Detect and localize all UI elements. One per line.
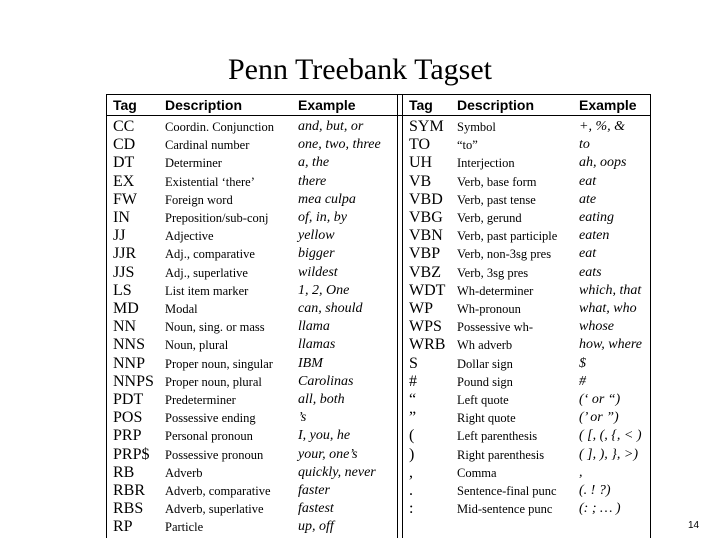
table-row bbox=[107, 191, 652, 209]
example-cell: whose bbox=[579, 319, 614, 335]
tag-cell: . bbox=[409, 482, 413, 499]
header-rule bbox=[107, 115, 650, 116]
tag-cell: JJS bbox=[113, 263, 135, 281]
description-cell: Dollar sign bbox=[457, 356, 513, 371]
table-row bbox=[107, 391, 652, 409]
description-cell: Proper noun, singular bbox=[165, 356, 273, 371]
example-cell: , bbox=[579, 464, 583, 480]
description-cell: Mid-sentence punc bbox=[457, 502, 553, 517]
example-cell: what, who bbox=[579, 301, 637, 316]
tag-cell: ) bbox=[409, 445, 415, 463]
description-cell: Symbol bbox=[457, 120, 496, 134]
description-cell: Adverb, comparative bbox=[165, 484, 271, 498]
example-cell: ( [, (, {, < ) bbox=[579, 428, 642, 444]
example-cell: wildest bbox=[298, 264, 338, 280]
description-cell: Personal pronoun bbox=[165, 429, 253, 444]
table-row bbox=[107, 446, 652, 464]
description-cell: Cardinal number bbox=[165, 138, 250, 153]
description-cell: Right quote bbox=[457, 411, 516, 426]
description-cell: Possessive wh- bbox=[457, 320, 534, 335]
example-cell: can, should bbox=[298, 301, 363, 316]
tag-cell: FW bbox=[113, 190, 137, 208]
tag-cell: S bbox=[409, 354, 418, 372]
tag-cell: RP bbox=[113, 518, 133, 536]
tag-cell: JJR bbox=[113, 245, 137, 263]
tag-cell: RB bbox=[113, 463, 135, 481]
tag-cell: IN bbox=[113, 209, 130, 226]
header-tag-right: Tag bbox=[409, 97, 433, 113]
tag-cell: WRB bbox=[409, 336, 446, 354]
description-cell: Particle bbox=[165, 520, 204, 535]
description-cell: List item marker bbox=[165, 283, 249, 298]
table-row bbox=[107, 464, 652, 482]
description-cell: Adj., superlative bbox=[165, 265, 248, 280]
table-row bbox=[107, 300, 652, 318]
description-cell: Verb, 3sg pres bbox=[457, 265, 529, 280]
example-cell: bigger bbox=[298, 246, 335, 262]
table-row bbox=[107, 282, 652, 300]
table-row bbox=[107, 227, 652, 245]
tag-cell: TO bbox=[409, 136, 431, 154]
tag-cell: DT bbox=[113, 154, 135, 172]
example-cell: to bbox=[579, 137, 590, 153]
description-cell: Noun, plural bbox=[165, 338, 229, 353]
example-cell: # bbox=[579, 373, 586, 389]
tag-cell: : bbox=[409, 500, 414, 518]
example-cell: 1, 2, One bbox=[298, 282, 350, 298]
example-cell: all, both bbox=[298, 392, 345, 407]
example-cell: $ bbox=[579, 355, 586, 371]
tag-cell: WP bbox=[409, 300, 433, 317]
description-cell: Verb, past participle bbox=[457, 229, 558, 244]
table-row bbox=[107, 209, 652, 227]
table-row bbox=[107, 336, 652, 354]
example-cell: one, two, three bbox=[298, 137, 381, 153]
page-number: 14 bbox=[688, 520, 700, 531]
header-example-left: Example bbox=[298, 97, 356, 113]
tag-cell: WPS bbox=[409, 318, 442, 336]
description-cell: Left quote bbox=[457, 393, 509, 407]
tag-cell: NNS bbox=[113, 336, 146, 354]
description-cell: Left parenthesis bbox=[457, 429, 538, 444]
table-row bbox=[107, 427, 652, 445]
example-cell: Carolinas bbox=[298, 373, 354, 389]
example-cell: eat bbox=[579, 173, 597, 189]
table-row bbox=[107, 154, 652, 172]
example-cell: eats bbox=[579, 264, 602, 280]
example-cell: +, %, & bbox=[579, 119, 625, 134]
description-cell: Predeterminer bbox=[165, 393, 236, 407]
table-row bbox=[107, 482, 652, 500]
table-row bbox=[107, 318, 652, 336]
description-cell: Foreign word bbox=[165, 192, 233, 207]
description-cell: Determiner bbox=[165, 156, 222, 171]
tag-cell: VBP bbox=[409, 245, 441, 263]
tag-cell: # bbox=[409, 372, 417, 390]
description-cell: Proper noun, plural bbox=[165, 374, 262, 389]
example-cell: which, that bbox=[579, 282, 642, 298]
tag-cell: VBD bbox=[409, 190, 443, 208]
description-cell: Adverb bbox=[165, 465, 203, 480]
tag-cell: PDT bbox=[113, 391, 144, 408]
tag-cell: UH bbox=[409, 154, 433, 172]
example-cell: (: ; … ) bbox=[579, 501, 621, 517]
example-cell: and, but, or bbox=[298, 119, 364, 134]
example-cell: ( ], ), }, >) bbox=[579, 446, 638, 462]
tag-cell: RBR bbox=[113, 482, 146, 499]
description-cell: Sentence-final punc bbox=[457, 484, 557, 498]
example-cell: mea culpa bbox=[298, 191, 356, 207]
tag-cell: LS bbox=[113, 281, 132, 299]
tag-cell: VB bbox=[409, 172, 432, 190]
tag-cell: NN bbox=[113, 318, 137, 336]
tag-cell: WDT bbox=[409, 281, 446, 299]
table-row bbox=[107, 245, 652, 263]
table-row bbox=[107, 173, 652, 191]
table-row bbox=[107, 518, 652, 536]
tag-cell: RBS bbox=[113, 500, 144, 518]
example-cell: eating bbox=[579, 210, 614, 225]
tag-cell: “ bbox=[409, 391, 417, 408]
example-cell: I, you, he bbox=[298, 428, 351, 444]
example-cell: quickly, never bbox=[298, 464, 376, 480]
page-title: Penn Treebank Tagset bbox=[228, 53, 492, 86]
tag-cell: VBG bbox=[409, 209, 443, 226]
description-cell: Wh-determiner bbox=[457, 283, 534, 298]
example-cell: llama bbox=[298, 319, 330, 335]
example-cell: of, in, by bbox=[298, 210, 347, 225]
table-row bbox=[107, 500, 652, 518]
example-cell: llamas bbox=[298, 337, 336, 353]
description-cell: Coordin. Conjunction bbox=[165, 120, 275, 134]
tag-cell: POS bbox=[113, 409, 143, 427]
example-cell: how, where bbox=[579, 337, 642, 353]
example-cell: ate bbox=[579, 191, 597, 207]
description-cell: Verb, base form bbox=[457, 174, 537, 189]
tag-cell: CD bbox=[113, 136, 136, 154]
description-cell: Verb, past tense bbox=[457, 192, 536, 207]
tag-cell: ” bbox=[409, 409, 417, 427]
example-cell: your, one’s bbox=[298, 446, 358, 462]
example-cell: a, the bbox=[298, 155, 330, 171]
header-tag-left: Tag bbox=[113, 97, 137, 113]
description-cell: Verb, gerund bbox=[457, 211, 522, 225]
description-cell: Wh-pronoun bbox=[457, 302, 521, 316]
example-cell: (. ! ?) bbox=[579, 483, 611, 498]
description-cell: Preposition/sub-conj bbox=[165, 211, 269, 225]
example-cell: eaten bbox=[579, 228, 610, 244]
table-row bbox=[107, 264, 652, 282]
description-cell: Comma bbox=[457, 465, 497, 480]
description-cell: Wh adverb bbox=[457, 338, 513, 353]
description-cell: “to” bbox=[457, 138, 478, 153]
tag-cell: , bbox=[409, 463, 413, 481]
tag-cell: NNP bbox=[113, 354, 146, 372]
tag-cell: EX bbox=[113, 172, 135, 190]
example-cell: up, off bbox=[298, 519, 334, 535]
description-cell: Pound sign bbox=[457, 374, 513, 389]
example-cell: ah, oops bbox=[579, 155, 627, 171]
tagset-table bbox=[106, 94, 651, 538]
example-cell: fastest bbox=[298, 501, 334, 517]
description-cell: Possessive pronoun bbox=[165, 447, 264, 462]
tag-cell: VBZ bbox=[409, 263, 441, 281]
example-cell: IBM bbox=[298, 355, 323, 371]
description-cell: Right parenthesis bbox=[457, 447, 545, 462]
description-cell: Existential ‘there’ bbox=[165, 174, 255, 189]
example-cell: eat bbox=[579, 246, 597, 262]
example-cell: faster bbox=[298, 483, 330, 498]
table-row bbox=[107, 409, 652, 427]
tag-cell: SYM bbox=[409, 118, 444, 135]
header-description-right: Description bbox=[457, 97, 535, 113]
tag-cell: ( bbox=[409, 427, 415, 445]
example-cell: ’s bbox=[298, 410, 307, 426]
example-cell: (’ or ”) bbox=[579, 410, 619, 426]
example-cell: (‘ or “) bbox=[579, 392, 621, 407]
description-cell: Adj., comparative bbox=[165, 247, 255, 262]
description-cell: Adjective bbox=[165, 229, 214, 244]
tag-cell: CC bbox=[113, 118, 135, 135]
description-cell: Verb, non-3sg pres bbox=[457, 247, 552, 262]
tag-cell: MD bbox=[113, 300, 139, 317]
header-description-left: Description bbox=[165, 97, 243, 113]
tag-cell: JJ bbox=[113, 227, 126, 245]
table-row bbox=[107, 118, 652, 136]
example-cell: yellow bbox=[298, 228, 335, 244]
header-example-right: Example bbox=[579, 97, 637, 113]
tag-cell: PRP bbox=[113, 427, 142, 445]
tag-cell: VBN bbox=[409, 227, 443, 245]
description-cell: Modal bbox=[165, 302, 198, 316]
description-cell: Noun, sing. or mass bbox=[165, 320, 265, 335]
table-row bbox=[107, 136, 652, 154]
table-row bbox=[107, 355, 652, 373]
example-cell: there bbox=[298, 173, 327, 189]
tag-cell: PRP$ bbox=[113, 445, 150, 463]
description-cell: Adverb, superlative bbox=[165, 502, 264, 517]
description-cell: Possessive ending bbox=[165, 411, 256, 426]
tag-cell: NNPS bbox=[113, 372, 154, 390]
description-cell: Interjection bbox=[457, 156, 515, 171]
table-row bbox=[107, 373, 652, 391]
